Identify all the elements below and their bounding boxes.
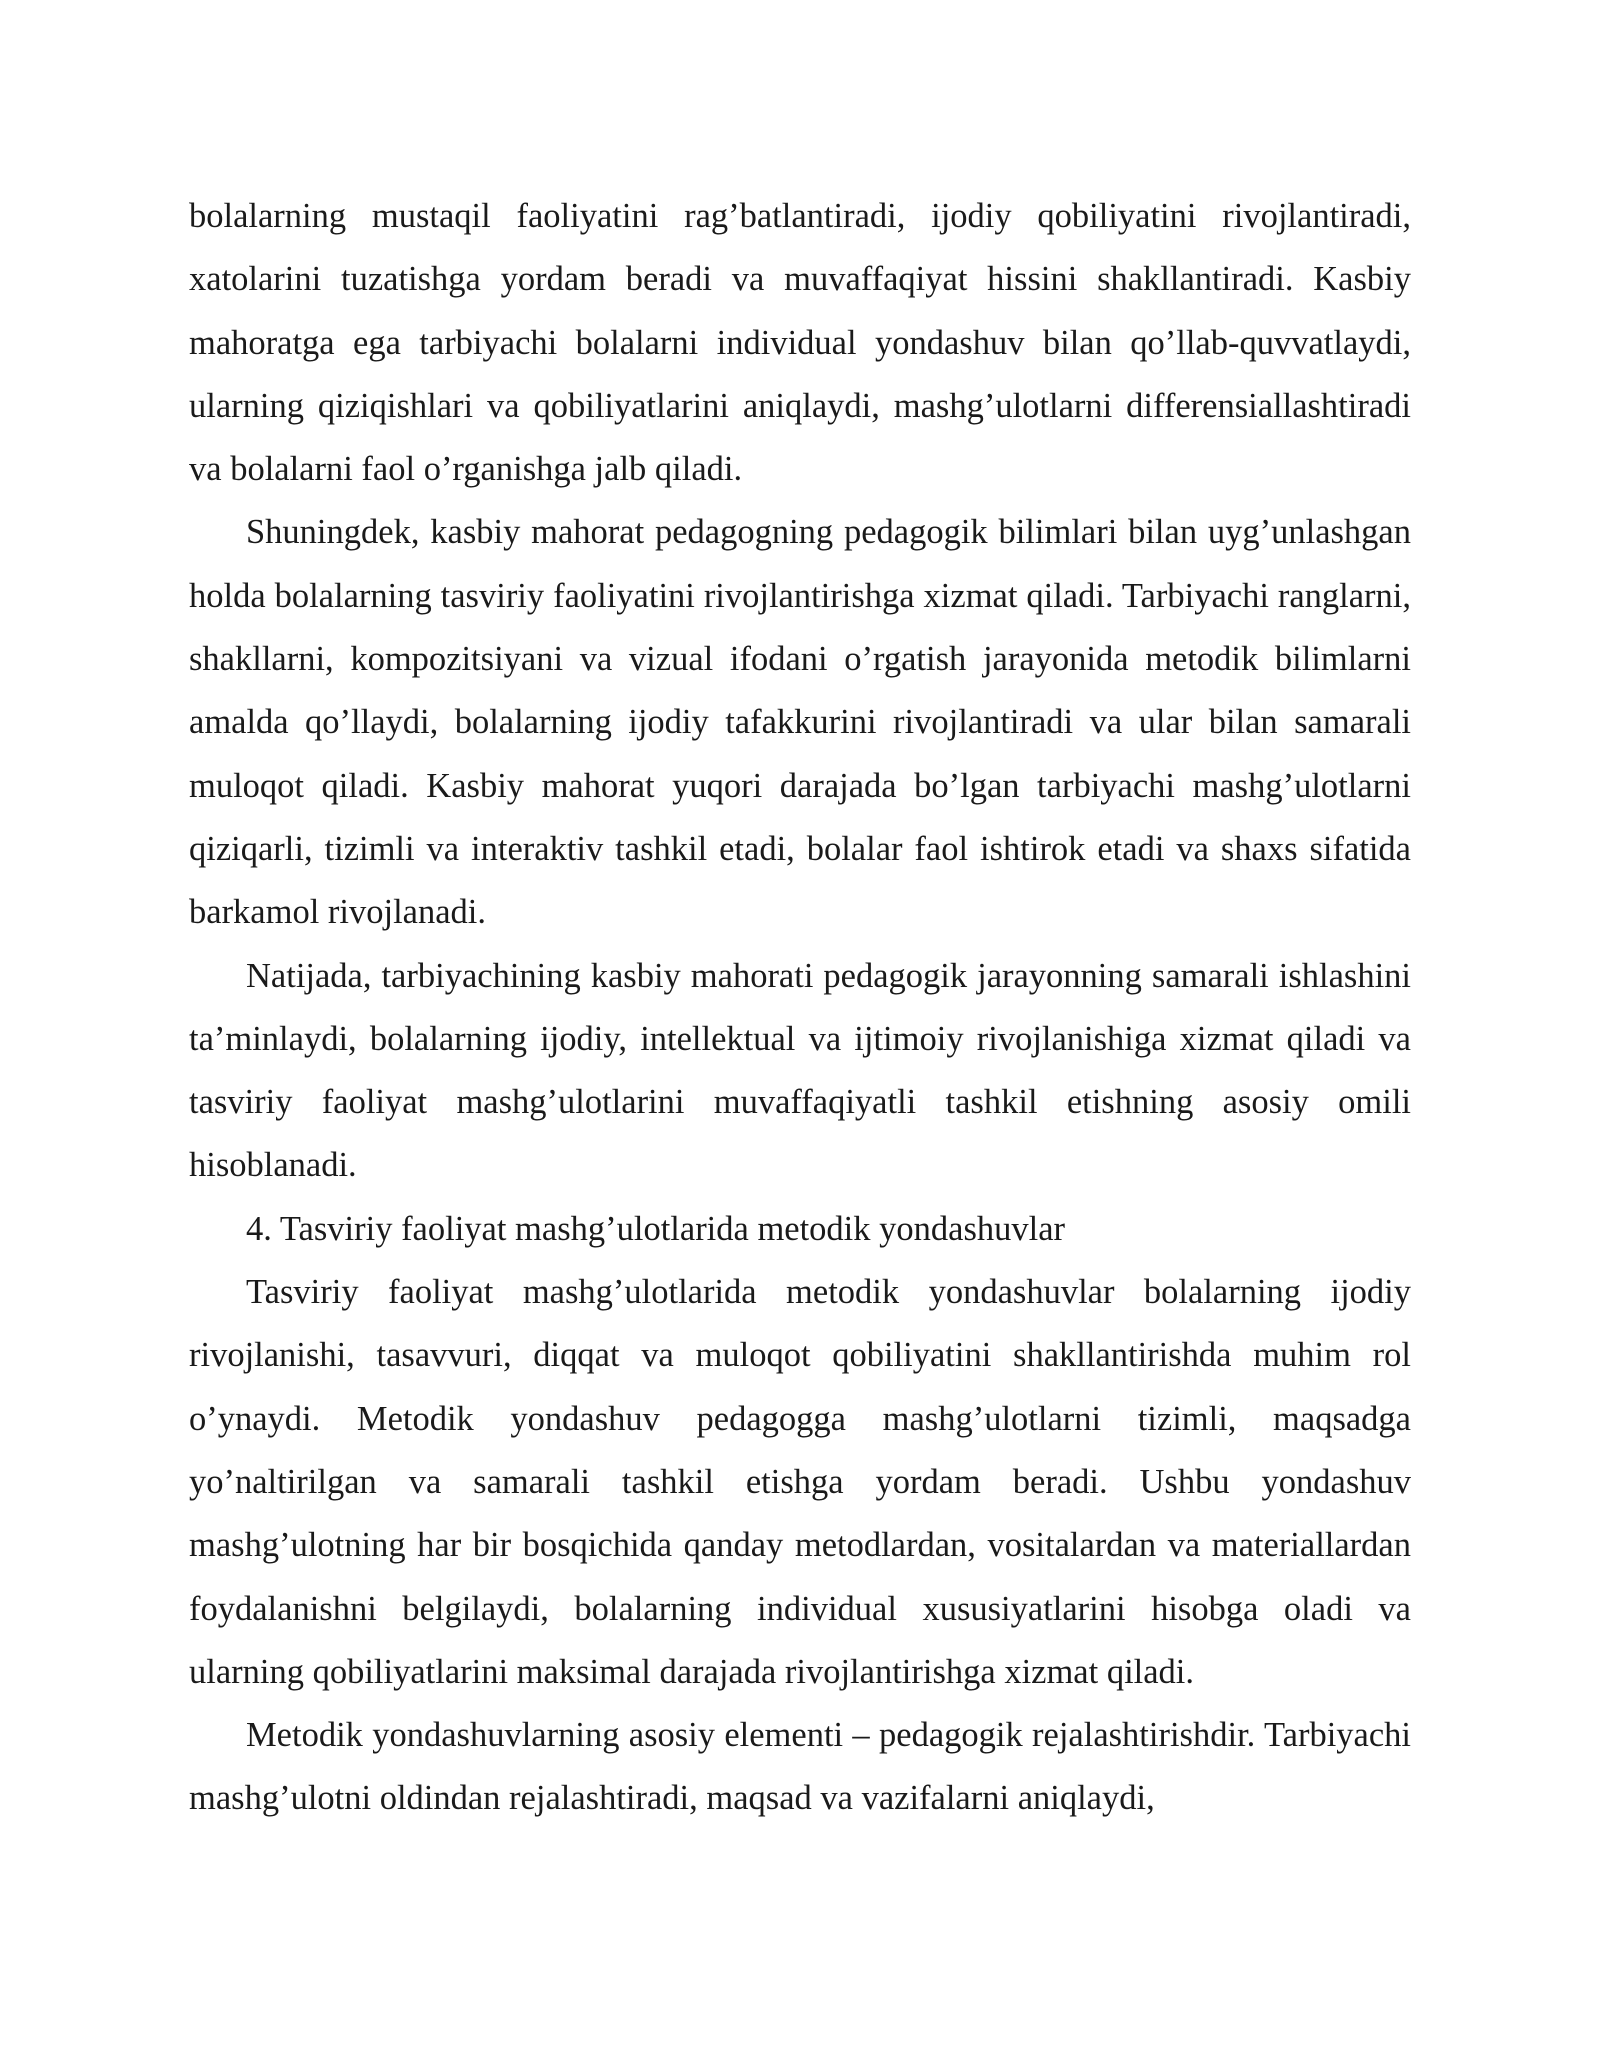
section-heading: 4. Tasviriy faoliyat mashg’ulotlarida metodik yondashuvlar	[246, 1209, 1066, 1248]
paragraph-planning: Metodik yondashuvlarning asosiy elementi – pedagogik rejalashtirishdir. Tarbiyachi mashg’ulotni oldindan rejalashtiradi, maqsad va vazifalarni aniqlaydi,	[189, 1716, 1411, 1818]
paragraph-continuation: bolalarning mustaqil faoliyatini rag’batlantiradi, ijodiy qobiliyatini rivojlantiradi, xatolarini tuzatishga yordam beradi va muvaffaqiyat hissini shakllantiradi. Kasbiy mahoratga ega tarbiyachi bolalarni individual yondashuv bilan qo’llab-quvvatlaydi, ularning qiziqishlari va qobiliyatlarini aniqlaydi, mashg’ulotlarni differensiallashtiradi va bolalarni faol o’rganishga jalb qiladi.	[189, 197, 1411, 489]
document-body	[189, 185, 1411, 1831]
paragraph-conclusion: Natijada, tarbiyachining kasbiy mahorati pedagogik jarayonning samarali ishlashini ta’minlaydi, bolalarning ijodiy, intellektual va ijtimoiy rivojlanishiga xizmat qiladi va tasviriy faoliyat mashg’ulotlarini muvaffaqiyatli tashkil etishning asosiy omili hisoblanadi.	[189, 956, 1411, 1185]
paragraph-methodical-approaches: Tasviriy faoliyat mashg’ulotlarida metodik yondashuvlar bolalarning ijodiy rivojlanishi, tasavvuri, diqqat va muloqot qobiliyatini shakllantirishda muhim rol o’ynaydi. Metodik yondashuv pedagogga mashg’ulotlarni tizimli, maqsadga yo’naltirilgan va samarali tashkil etishga yordam beradi. Ushbu yondashuv mashg’ulotning har bir bosqichida qanday metodlardan, vositalardan va materiallardan foydalanishni belgilaydi, bolalarning individual xususiyatlarini hisobga oladi va ularning qobiliyatlarini maksimal darajada rivojlantirishga xizmat qiladi.	[189, 1273, 1411, 1691]
paragraph-professional-skill: Shuningdek, kasbiy mahorat pedagogning pedagogik bilimlari bilan uyg’unlashgan holda bolalarning tasviriy faoliyatini rivojlantirishga xizmat qiladi. Tarbiyachi ranglarni, shakllarni, kompozitsiyani va vizual ifodani o’rgatish jarayonida metodik bilimlarni amalda qo’llaydi, bolalarning ijodiy tafakkurini rivojlantiradi va ular bilan samarali muloqot qiladi. Kasbiy mahorat yuqori darajada bo’lgan tarbiyachi mashg’ulotlarni qiziqarli, tizimli va interaktiv tashkil etadi, bolalar faol ishtirok etadi va shaxs sifatida barkamol rivojlanadi.	[189, 513, 1411, 932]
